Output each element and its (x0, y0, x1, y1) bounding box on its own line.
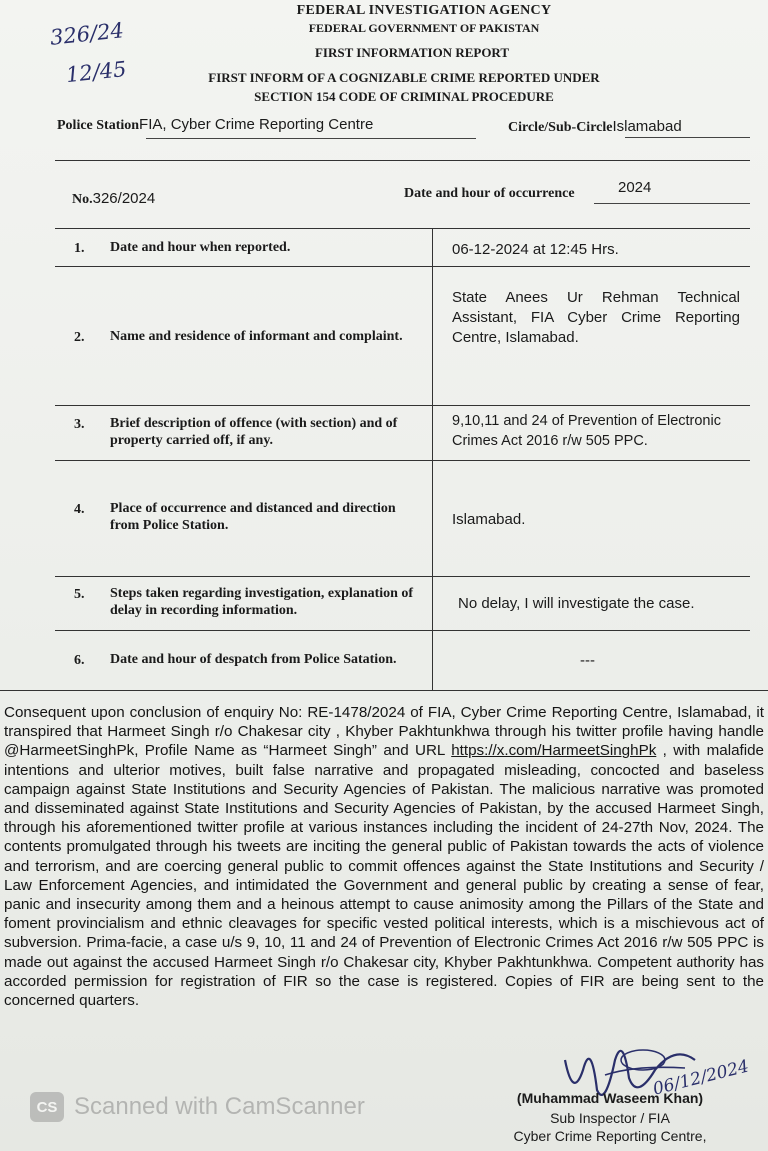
occurrence-underline (594, 203, 750, 204)
occurrence-field (404, 186, 575, 202)
table-line (55, 630, 750, 631)
case-narrative (4, 703, 764, 1010)
report-subtitle-line2: SECTION 154 CODE OF CRIMINAL PROCEDURE (254, 89, 554, 104)
circle-underline (625, 137, 750, 138)
officer-designation: Sub Inspector / FIA (550, 1110, 670, 1126)
row-number: 6. (74, 653, 85, 668)
agency-title: FEDERAL INVESTIGATION AGENCY (296, 3, 552, 18)
table-line (55, 460, 750, 461)
report-subtitle-line1: FIRST INFORM OF A COGNIZABLE CRIME REPORTED UNDER (208, 70, 600, 85)
report-title: FIRST INFORMATION REPORT (314, 45, 510, 60)
fir-number-label: No. (72, 192, 93, 207)
table-line (0, 690, 768, 691)
circle-value: Islamabad (612, 118, 682, 135)
handwritten-signature-date: 06/12/2024 (651, 1056, 751, 1100)
handwritten-reference-bottom: 12/45 (64, 56, 128, 88)
row-value: --- (580, 652, 595, 669)
circle-field (508, 118, 732, 136)
row-number: 3. (74, 417, 85, 432)
police-station-label: Police Station (57, 118, 140, 133)
police-station-value: FIA, Cyber Crime Reporting Centre (139, 116, 374, 133)
occurrence-label: Date and hour of occurrence (404, 186, 575, 201)
police-station-underline (146, 138, 476, 139)
row-label: Date and hour when reported. (110, 240, 291, 255)
row-value: 06-12-2024 at 12:45 Hrs. (452, 241, 619, 258)
row-number: 2. (74, 330, 85, 345)
row-label: Place of occurrence and distanced and direction from Police Station. (110, 501, 396, 533)
row-label: Name and residence of informant and complaint. (110, 329, 403, 344)
table-line (55, 405, 750, 406)
row-label: Steps taken regarding investigation, explanation of delay in recording information. (110, 586, 414, 618)
row-number: 1. (74, 241, 85, 256)
fir-number-field (72, 190, 155, 208)
table-line (55, 228, 750, 229)
police-station-field (57, 116, 373, 134)
row-number: 5. (74, 587, 85, 602)
government-title: FEDERAL GOVERNMENT OF PAKISTAN (308, 21, 540, 35)
narrative-text-start: Consequent upon conclusion of enquiry No: RE-1478/2024 of FIA, Cyber Crime Reporting Centre, Islamabad, it transpired that Harmeet Singh r/o Chakesar city , Khyber Pakhtunkhwa through his twitter profile having handle @HarmeetSinghPk, Profile Name as “Harmeet Singh” and URL (4, 704, 764, 760)
officer-name: (Muhammad Waseem Khan) (516, 1090, 704, 1106)
handwritten-reference-top: 326/24 (48, 18, 125, 50)
officer-office: Cyber Crime Reporting Centre, (513, 1128, 707, 1144)
row-value: No delay, I will investigate the case. (458, 595, 695, 612)
camscanner-logo-icon: CS (30, 1092, 64, 1122)
occurrence-value: 2024 (618, 179, 652, 196)
camscanner-text: Scanned with CamScanner (74, 1093, 365, 1120)
row-value: Islamabad. (452, 511, 526, 528)
row-value: State Anees Ur Rehman Technical Assistant, FIA Cyber Crime Reporting Centre, Islamabad. (452, 289, 740, 346)
row-value: 9,10,11 and 24 of Prevention of Electronic Crimes Act 2016 r/w 505 PPC. (452, 413, 721, 449)
narrative-text-end: , with malafide intentions and ulterior motives, built false narrative and propagated misleading, concocted and baseless campaign against State Institutions and Security Agencies of Pakistan. The malicious narrative was promoted and disseminated against State Institutions and Security Agencies of Pakistan, by the accused Harmeet Singh, through his aforementioned twitter profile at various instances including the incident of 24-27th Nov, 2024. The contents promulgated through his tweets are inciting the general public of Pakistan towards the acts of violence and terrorism, and are coercing general public to commit offences against the State Institutions and Security / Law Enforcement Agencies, and intimidated the Government and general public by creating a sense of fear, panic and insecurity among them and a heinous attempt to cause animosity among the Pillars of the State and foment provincialism and ethnic cleavages for specific vested political interests, which is a mischievous act of subversion. Prima-facie, a case u/s 9, 10, 11 and 24 of Prevention of Electronic Crimes Act 2016 r/w 505 PPC is made out against the accused Harmeet Singh r/o Chakesar city, Khyber Pakhtunkhwa. Competent authority has accorded permission for registration of FIR so the case is registered. Copies of FIR are being sent to the concerned quarters. (4, 742, 764, 1010)
table-divider (432, 228, 433, 690)
circle-label: Circle/Sub-Circle (508, 120, 613, 135)
row-number: 4. (74, 502, 85, 517)
fir-number-value: 326/2024 (92, 190, 156, 207)
profile-url-link[interactable]: https://x.com/HarmeetSinghPk (451, 742, 657, 760)
row-label: Date and hour of despatch from Police Satation. (110, 652, 397, 667)
row-label: Brief description of offence (with section) and of property carried off, if any. (110, 416, 398, 448)
rule-line (55, 160, 750, 161)
table-line (55, 576, 750, 577)
camscanner-watermark (30, 1092, 365, 1122)
table-line (55, 266, 750, 267)
